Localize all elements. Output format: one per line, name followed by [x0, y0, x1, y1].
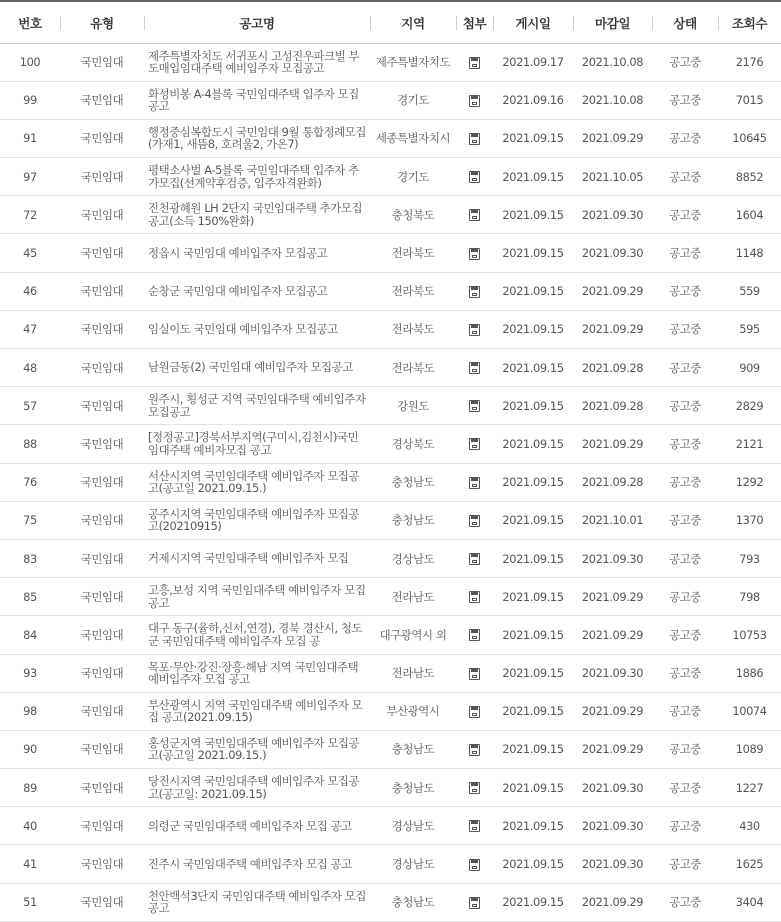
row-title-link[interactable]: [144, 425, 370, 463]
row-deadline-date: 2021.09.30: [581, 666, 644, 681]
row-type: 국민임대: [80, 93, 124, 108]
row-title-link[interactable]: [144, 119, 370, 157]
row-region: 전라남도: [391, 666, 435, 681]
row-attach[interactable]: [456, 883, 493, 921]
row-title-link[interactable]: [144, 349, 370, 387]
table-row[interactable]: [0, 501, 781, 539]
row-status: 공고중: [669, 284, 701, 299]
row-status: 공고중: [669, 322, 701, 337]
row-title-text[interactable]: 정읍시 국민임대 예비입주자 모집공고: [148, 246, 328, 260]
header-status: 상태: [652, 1, 718, 43]
table-row[interactable]: [0, 692, 781, 730]
row-type: 국민임대: [80, 704, 124, 719]
row-views: 10753: [732, 627, 767, 642]
row-region: 충청남도: [391, 513, 435, 528]
row-posted-date: 2021.09.15: [502, 360, 564, 375]
row-posted-date: 2021.09.15: [502, 589, 564, 604]
row-type: 국민임대: [80, 627, 124, 642]
row-status: 공고중: [669, 704, 701, 719]
header-region: 지역: [370, 1, 456, 43]
row-posted-date: 2021.09.15: [502, 513, 564, 528]
row-region: 제주특별자치도: [375, 55, 451, 70]
row-deadline-date: 2021.09.28: [581, 360, 644, 375]
row-type: 국민임대: [80, 131, 124, 146]
row-views: 430: [739, 818, 760, 833]
row-deadline-date: 2021.10.05: [581, 169, 644, 184]
table-row[interactable]: [0, 387, 781, 425]
row-views: 909: [739, 360, 760, 375]
row-views: 2829: [735, 398, 764, 413]
table-row[interactable]: [0, 158, 781, 196]
header-title: 공고명: [144, 1, 370, 43]
row-title-link[interactable]: [144, 81, 370, 119]
row-region: 경상남도: [391, 818, 435, 833]
row-deadline-date: 2021.09.29: [581, 589, 644, 604]
row-title-text[interactable]: 진주시 국민임대주택 예비입주자 모집 공고: [148, 857, 352, 871]
row-deadline-date: 2021.09.30: [581, 857, 644, 872]
row-status: 공고중: [669, 207, 701, 222]
row-views: 1089: [735, 742, 764, 757]
row-title-text[interactable]: 거제시지역 국민임대주택 예비입주자 모집: [148, 552, 349, 565]
header-views: 조회수: [718, 1, 781, 43]
row-type: 국민임대: [80, 360, 124, 375]
row-title-link[interactable]: [144, 883, 370, 921]
row-status: 공고중: [669, 475, 701, 490]
row-num: 83: [23, 551, 37, 566]
row-region: 전라북도: [391, 284, 435, 299]
row-title-text[interactable]: 목포·무안·강진·장흥·해남 지역 국민임대주택 예비입주자 모집 공고: [148, 660, 359, 686]
row-title-text[interactable]: 평택소사벌 A-5블록 국민임대주택 입주자 추가모집(선계약후검증, 입주자격완화): [148, 164, 359, 190]
attachment-icon[interactable]: [469, 57, 480, 69]
row-posted-date: 2021.09.15: [502, 207, 564, 222]
row-attach[interactable]: [456, 463, 493, 501]
table-row[interactable]: [0, 81, 781, 119]
attachment-icon[interactable]: [469, 515, 480, 527]
row-title-text[interactable]: 공주시지역 국민임대주택 예비입주자 모집공고(20210915): [148, 507, 360, 533]
row-posted-date: 2021.09.15: [502, 551, 564, 566]
row-attach[interactable]: [456, 196, 493, 234]
row-deadline-date: 2021.09.28: [581, 475, 644, 490]
table-row[interactable]: [0, 730, 781, 768]
row-status: 공고중: [669, 436, 701, 451]
row-type: 국민임대: [80, 475, 124, 490]
row-views: 1604: [735, 207, 764, 222]
row-region: 경상남도: [391, 551, 435, 566]
row-posted-date: 2021.09.15: [502, 169, 564, 184]
attachment-icon[interactable]: [469, 859, 480, 871]
attachment-icon[interactable]: [469, 133, 480, 145]
row-posted-date: 2021.09.15: [502, 322, 564, 337]
row-title-link[interactable]: [144, 501, 370, 539]
table-body: [0, 43, 781, 921]
row-type: 국민임대: [80, 246, 124, 261]
row-attach[interactable]: [456, 769, 493, 807]
row-title-text[interactable]: 원주시, 횡성군 지역 국민임대주택 예비입주자 모집공고: [148, 393, 366, 419]
row-status: 공고중: [669, 742, 701, 757]
row-deadline-date: 2021.09.29: [581, 742, 644, 757]
row-num: 51: [23, 895, 37, 910]
attachment-icon[interactable]: [469, 706, 480, 718]
row-deadline-date: 2021.10.08: [581, 55, 644, 70]
row-attach[interactable]: [456, 654, 493, 692]
row-views: 10645: [732, 131, 767, 146]
row-deadline-date: 2021.09.29: [581, 436, 644, 451]
row-posted-date: 2021.09.15: [502, 475, 564, 490]
row-title-text[interactable]: 진천광혜원 LH 2단지 국민임대주택 추가모집 공고(소득 150%완화): [148, 202, 363, 228]
row-title-text[interactable]: 남원금동(2) 국민임대 예비입주자 모집공고: [148, 361, 353, 374]
row-posted-date: 2021.09.15: [502, 436, 564, 451]
row-deadline-date: 2021.09.29: [581, 704, 644, 719]
row-deadline-date: 2021.09.30: [581, 780, 644, 795]
row-region: 대구광역시 외: [379, 627, 447, 642]
attachment-icon[interactable]: [469, 782, 480, 794]
row-deadline-date: 2021.09.30: [581, 246, 644, 261]
table-row[interactable]: [0, 349, 781, 387]
row-region: 세종특별자치시: [375, 131, 451, 146]
row-title-text[interactable]: 순창군 국민임대 예비입주자 모집공고: [148, 284, 328, 298]
row-type: 국민임대: [80, 551, 124, 566]
row-type: 국민임대: [80, 169, 124, 184]
attachment-icon[interactable]: [469, 95, 480, 107]
row-posted-date: 2021.09.15: [502, 857, 564, 872]
row-num: 99: [23, 93, 37, 108]
row-views: 595: [739, 322, 760, 337]
row-num: 47: [23, 322, 37, 337]
row-status: 공고중: [669, 780, 701, 795]
attachment-icon[interactable]: [469, 286, 480, 298]
row-deadline-date: 2021.09.29: [581, 284, 644, 299]
row-status: 공고중: [669, 513, 701, 528]
row-attach[interactable]: [456, 81, 493, 119]
row-title-link[interactable]: [144, 196, 370, 234]
table-row[interactable]: [0, 196, 781, 234]
row-views: 2121: [735, 436, 764, 451]
row-title-text[interactable]: 제주특별자치도 서귀포시 고성진우파크빌 부도매입임대주택 예비입주자 모집공고: [148, 49, 360, 75]
row-num: 57: [23, 398, 37, 413]
row-type: 국민임대: [80, 742, 124, 757]
row-status: 공고중: [669, 131, 701, 146]
row-type: 국민임대: [80, 589, 124, 604]
row-attach[interactable]: [456, 158, 493, 196]
row-title-link[interactable]: [144, 730, 370, 768]
header-type: 유형: [60, 1, 144, 43]
row-region: 경기도: [397, 93, 429, 108]
attachment-icon[interactable]: [469, 400, 480, 412]
table-row[interactable]: [0, 845, 781, 883]
row-status: 공고중: [669, 589, 701, 604]
row-status: 공고중: [669, 93, 701, 108]
row-title-text[interactable]: 천안백석3단지 국민임대주택 예비입주자 모집공고: [148, 889, 366, 915]
row-views: 798: [739, 589, 760, 604]
row-title-link[interactable]: [144, 158, 370, 196]
row-attach[interactable]: [456, 578, 493, 616]
row-attach[interactable]: [456, 692, 493, 730]
row-title-link[interactable]: [144, 845, 370, 883]
row-attach[interactable]: [456, 387, 493, 425]
row-deadline-date: 2021.09.30: [581, 818, 644, 833]
row-title-text[interactable]: 화성비봉 A-4블록 국민임대주택 입주자 모집 공고: [148, 87, 359, 113]
row-num: 45: [23, 246, 37, 261]
table-row[interactable]: [0, 425, 781, 463]
row-views: 793: [739, 551, 760, 566]
header-num: 번호: [0, 1, 60, 43]
header-posted: 게시일: [493, 1, 573, 43]
row-region: 전라북도: [391, 322, 435, 337]
row-region: 부산광역시: [386, 704, 440, 719]
attachment-icon[interactable]: [469, 629, 480, 641]
row-attach[interactable]: [456, 43, 493, 81]
row-type: 국민임대: [80, 895, 124, 910]
row-deadline-date: 2021.09.30: [581, 551, 644, 566]
row-title-link[interactable]: [144, 769, 370, 807]
row-type: 국민임대: [80, 780, 124, 795]
row-num: 72: [23, 207, 37, 222]
header-deadline: 마감일: [573, 1, 652, 43]
row-attach[interactable]: [456, 501, 493, 539]
row-type: 국민임대: [80, 322, 124, 337]
row-num: 48: [23, 360, 37, 375]
row-title-link[interactable]: [144, 234, 370, 272]
row-type: 국민임대: [80, 857, 124, 872]
attachment-icon[interactable]: [469, 477, 480, 489]
row-num: 40: [23, 818, 37, 833]
row-status: 공고중: [669, 169, 701, 184]
attachment-icon[interactable]: [469, 820, 480, 832]
row-status: 공고중: [669, 627, 701, 642]
row-num: 84: [23, 627, 37, 642]
row-attach[interactable]: [456, 539, 493, 577]
row-status: 공고중: [669, 895, 701, 910]
row-views: 1227: [735, 780, 764, 795]
row-num: 97: [23, 169, 37, 184]
attachment-icon[interactable]: [469, 744, 480, 756]
row-title-text[interactable]: 임실이도 국민임대 예비입주자 모집공고: [148, 323, 338, 336]
row-views: 2176: [735, 55, 764, 70]
row-status: 공고중: [669, 551, 701, 566]
row-posted-date: 2021.09.15: [502, 284, 564, 299]
row-title-link[interactable]: [144, 43, 370, 81]
row-type: 국민임대: [80, 818, 124, 833]
row-region: 충청북도: [391, 207, 435, 222]
row-region: 충청남도: [391, 742, 435, 757]
row-posted-date: 2021.09.15: [502, 666, 564, 681]
table-row[interactable]: [0, 119, 781, 157]
row-region: 전라북도: [391, 360, 435, 375]
table-row[interactable]: [0, 272, 781, 310]
row-status: 공고중: [669, 55, 701, 70]
table-row[interactable]: [0, 807, 781, 845]
row-title-text[interactable]: 의령군 국민임대주택 예비입주자 모집 공고: [148, 819, 352, 833]
table-row[interactable]: [0, 883, 781, 921]
row-deadline-date: 2021.09.29: [581, 895, 644, 910]
row-posted-date: 2021.09.15: [502, 780, 564, 795]
row-region: 강원도: [397, 398, 429, 413]
table-header-row: [0, 1, 781, 43]
row-attach[interactable]: [456, 349, 493, 387]
row-posted-date: 2021.09.16: [502, 93, 564, 108]
row-region: 충청남도: [391, 475, 435, 490]
row-attach[interactable]: [456, 425, 493, 463]
row-views: 3404: [735, 895, 764, 910]
table-row[interactable]: [0, 654, 781, 692]
row-title-text[interactable]: [정정공고]경북서부지역(구미시,김천시)국민임대주택 예비자모집 공고: [148, 431, 359, 457]
row-region: 전라북도: [391, 246, 435, 261]
row-title-text[interactable]: 고흥,보성 지역 국민임대주택 예비입주자 모집 공고: [148, 584, 366, 610]
row-num: 75: [23, 513, 37, 528]
row-type: 국민임대: [80, 207, 124, 222]
row-title-link[interactable]: [144, 578, 370, 616]
row-num: 89: [23, 780, 37, 795]
row-status: 공고중: [669, 666, 701, 681]
row-status: 공고중: [669, 398, 701, 413]
row-views: 1148: [735, 246, 764, 261]
row-num: 85: [23, 589, 37, 604]
row-title-link[interactable]: [144, 310, 370, 348]
row-type: 국민임대: [80, 513, 124, 528]
row-num: 41: [23, 857, 37, 872]
row-title-link[interactable]: [144, 463, 370, 501]
row-deadline-date: 2021.10.01: [581, 513, 644, 528]
row-status: 공고중: [669, 818, 701, 833]
row-posted-date: 2021.09.17: [502, 55, 564, 70]
row-num: 98: [23, 704, 37, 719]
row-title-text[interactable]: 당진시지역 국민임대주택 예비입주자 모집공고(공고일: 2021.09.15): [148, 775, 360, 801]
row-title-link[interactable]: [144, 387, 370, 425]
row-title-text[interactable]: 서산시지역 국민임대주택 예비입주자 모집공고(공고일 2021.09.15.): [148, 469, 360, 495]
row-title-text[interactable]: 부산광역시 지역 국민임대주택 예비입주자 모집 공고(2021.09.15): [148, 698, 363, 724]
row-type: 국민임대: [80, 398, 124, 413]
row-region: 경상북도: [391, 436, 435, 451]
row-num: 100: [19, 55, 41, 70]
row-status: 공고중: [669, 360, 701, 375]
row-num: 90: [23, 742, 37, 757]
row-num: 91: [23, 131, 37, 146]
row-title-link[interactable]: [144, 807, 370, 845]
row-title-link[interactable]: [144, 654, 370, 692]
row-posted-date: 2021.09.15: [502, 246, 564, 261]
row-title-link[interactable]: [144, 616, 370, 654]
row-status: 공고중: [669, 246, 701, 261]
row-type: 국민임대: [80, 284, 124, 299]
row-posted-date: 2021.09.15: [502, 742, 564, 757]
row-attach[interactable]: [456, 234, 493, 272]
table-row[interactable]: [0, 769, 781, 807]
row-region: 충청남도: [391, 895, 435, 910]
row-deadline-date: 2021.09.28: [581, 398, 644, 413]
row-num: 93: [23, 666, 37, 681]
row-deadline-date: 2021.09.30: [581, 207, 644, 222]
attachment-icon[interactable]: [469, 591, 480, 603]
row-title-link[interactable]: [144, 539, 370, 577]
row-posted-date: 2021.09.15: [502, 398, 564, 413]
row-posted-date: 2021.09.15: [502, 131, 564, 146]
attachment-icon[interactable]: [469, 248, 480, 260]
row-deadline-date: 2021.10.08: [581, 93, 644, 108]
table-row[interactable]: [0, 616, 781, 654]
row-views: 8852: [735, 169, 764, 184]
row-deadline-date: 2021.09.29: [581, 131, 644, 146]
row-type: 국민임대: [80, 436, 124, 451]
row-type: 국민임대: [80, 666, 124, 681]
row-deadline-date: 2021.09.29: [581, 627, 644, 642]
row-attach[interactable]: [456, 310, 493, 348]
row-posted-date: 2021.09.15: [502, 818, 564, 833]
attachment-icon[interactable]: [469, 324, 480, 336]
row-posted-date: 2021.09.15: [502, 704, 564, 719]
row-attach[interactable]: [456, 807, 493, 845]
row-type: 국민임대: [80, 55, 124, 70]
row-posted-date: 2021.09.15: [502, 895, 564, 910]
row-attach[interactable]: [456, 272, 493, 310]
attachment-icon[interactable]: [469, 362, 480, 374]
attachment-icon[interactable]: [469, 438, 480, 450]
row-views: 1370: [735, 513, 764, 528]
table-row[interactable]: [0, 234, 781, 272]
row-status: 공고중: [669, 857, 701, 872]
row-views: 7015: [735, 93, 764, 108]
row-num: 76: [23, 475, 37, 490]
row-num: 46: [23, 284, 37, 299]
header-attach: 첨부: [456, 1, 493, 43]
row-title-link[interactable]: [144, 272, 370, 310]
row-region: 경기도: [397, 169, 429, 184]
attachment-icon[interactable]: [469, 668, 480, 680]
row-views: 1292: [735, 475, 764, 490]
row-deadline-date: 2021.09.29: [581, 322, 644, 337]
row-views: 559: [739, 284, 760, 299]
attachment-icon[interactable]: [469, 897, 480, 909]
row-num: 88: [23, 436, 37, 451]
row-attach[interactable]: [456, 730, 493, 768]
row-posted-date: 2021.09.15: [502, 627, 564, 642]
row-views: 1886: [735, 666, 764, 681]
table-row[interactable]: [0, 43, 781, 81]
row-attach[interactable]: [456, 119, 493, 157]
row-views: 10074: [732, 704, 767, 719]
attachment-icon[interactable]: [469, 171, 480, 183]
row-title-text[interactable]: 대구 동구(율하,신서,연경), 경북 경산시, 청도군 국민임대주택 예비입주자 모집 공: [148, 622, 363, 648]
table-row[interactable]: [0, 578, 781, 616]
row-region: 경상남도: [391, 857, 435, 872]
row-title-text[interactable]: 행정중심복합도시 국민임대 9월 통합정례모집(가재1, 새뜸8, 호려울2, 가온7): [148, 125, 366, 151]
row-attach[interactable]: [456, 845, 493, 883]
attachment-icon[interactable]: [469, 209, 480, 221]
row-region: 충청남도: [391, 780, 435, 795]
row-attach[interactable]: [456, 616, 493, 654]
row-title-text[interactable]: 홍성군지역 국민임대주택 예비입주자 모집공고(공고일 2021.09.15.): [148, 736, 360, 762]
row-title-link[interactable]: [144, 692, 370, 730]
row-region: 전라남도: [391, 589, 435, 604]
table-row[interactable]: [0, 539, 781, 577]
table-row[interactable]: [0, 463, 781, 501]
row-views: 1625: [735, 857, 764, 872]
attachment-icon[interactable]: [469, 553, 480, 565]
table-row[interactable]: [0, 310, 781, 348]
